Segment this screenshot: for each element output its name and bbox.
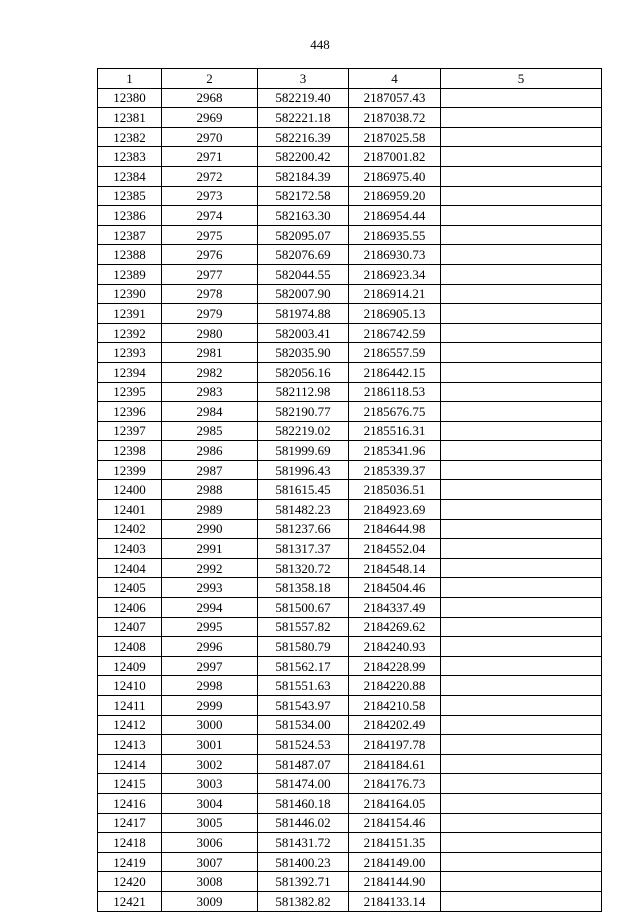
table-cell: 2186959.20 <box>349 186 441 206</box>
column-header: 5 <box>441 69 602 89</box>
table-row <box>98 480 602 500</box>
table-row <box>98 166 602 186</box>
table-cell: 12417 <box>98 813 162 833</box>
table-row <box>98 225 602 245</box>
table-cell: 12400 <box>98 480 162 500</box>
table-cell: 581460.18 <box>258 793 349 813</box>
table-cell <box>441 166 602 186</box>
table-cell: 2992 <box>162 558 258 578</box>
table-cell: 2184210.58 <box>349 696 441 716</box>
table-cell <box>441 500 602 520</box>
table-cell <box>441 833 602 853</box>
table-cell <box>441 186 602 206</box>
table-cell: 12415 <box>98 774 162 794</box>
table-cell: 581400.23 <box>258 852 349 872</box>
table-cell: 2995 <box>162 617 258 637</box>
table-cell: 2184184.61 <box>349 754 441 774</box>
table-cell <box>441 793 602 813</box>
table-cell: 581562.17 <box>258 656 349 676</box>
table-cell: 581543.97 <box>258 696 349 716</box>
table-cell: 2184197.78 <box>349 735 441 755</box>
table-row <box>98 323 602 343</box>
table-cell: 2185036.51 <box>349 480 441 500</box>
table-cell: 582216.39 <box>258 127 349 147</box>
table-cell <box>441 225 602 245</box>
table-cell: 582076.69 <box>258 245 349 265</box>
table-cell: 2984 <box>162 402 258 422</box>
table-row <box>98 872 602 892</box>
table-cell: 581474.00 <box>258 774 349 794</box>
table-cell: 12401 <box>98 500 162 520</box>
table-cell: 2975 <box>162 225 258 245</box>
table-cell <box>441 323 602 343</box>
table-cell: 12421 <box>98 891 162 911</box>
table-row <box>98 460 602 480</box>
table-cell: 12402 <box>98 519 162 539</box>
table-cell: 2186118.53 <box>349 382 441 402</box>
table-cell: 581500.67 <box>258 598 349 618</box>
table-row <box>98 891 602 911</box>
table-cell: 581996.43 <box>258 460 349 480</box>
table-row <box>98 421 602 441</box>
table-cell: 12390 <box>98 284 162 304</box>
table-cell <box>441 480 602 500</box>
table-row <box>98 245 602 265</box>
table-cell: 2186923.34 <box>349 264 441 284</box>
table-cell: 2187057.43 <box>349 88 441 108</box>
table-cell: 3004 <box>162 793 258 813</box>
table-cell: 12404 <box>98 558 162 578</box>
table-cell: 12413 <box>98 735 162 755</box>
table-cell: 2184552.04 <box>349 539 441 559</box>
table-cell: 582219.02 <box>258 421 349 441</box>
table-cell: 582190.77 <box>258 402 349 422</box>
table-cell <box>441 774 602 794</box>
table-cell: 2996 <box>162 637 258 657</box>
table-cell: 2972 <box>162 166 258 186</box>
table-cell: 2187025.58 <box>349 127 441 147</box>
table-cell <box>441 382 602 402</box>
table-cell: 3002 <box>162 754 258 774</box>
table-cell: 2971 <box>162 147 258 167</box>
table-row <box>98 676 602 696</box>
table-cell <box>441 284 602 304</box>
table-cell <box>441 460 602 480</box>
table-cell: 2988 <box>162 480 258 500</box>
table-cell: 12387 <box>98 225 162 245</box>
table-cell: 2186954.44 <box>349 206 441 226</box>
table-cell: 581999.69 <box>258 441 349 461</box>
table-cell <box>441 656 602 676</box>
table-row <box>98 793 602 813</box>
table-row <box>98 598 602 618</box>
table-cell: 2184176.73 <box>349 774 441 794</box>
table-cell: 3005 <box>162 813 258 833</box>
table-cell <box>441 206 602 226</box>
table-cell <box>441 735 602 755</box>
table-cell <box>441 402 602 422</box>
table-row <box>98 852 602 872</box>
table-row <box>98 637 602 657</box>
table-cell: 2991 <box>162 539 258 559</box>
table-cell <box>441 147 602 167</box>
table-cell: 582184.39 <box>258 166 349 186</box>
table-cell: 582095.07 <box>258 225 349 245</box>
table-cell <box>441 715 602 735</box>
table-cell: 12420 <box>98 872 162 892</box>
table-cell: 2184504.46 <box>349 578 441 598</box>
table-cell: 12409 <box>98 656 162 676</box>
table-cell <box>441 637 602 657</box>
table-cell: 12391 <box>98 304 162 324</box>
table-cell: 582172.58 <box>258 186 349 206</box>
table-cell: 2184228.99 <box>349 656 441 676</box>
table-cell: 12412 <box>98 715 162 735</box>
table-cell: 12418 <box>98 833 162 853</box>
table-cell: 2184144.90 <box>349 872 441 892</box>
table-row <box>98 284 602 304</box>
table-row <box>98 774 602 794</box>
table-cell: 12408 <box>98 637 162 657</box>
table-cell: 12394 <box>98 362 162 382</box>
table-row <box>98 656 602 676</box>
table-cell: 12403 <box>98 539 162 559</box>
table-row <box>98 735 602 755</box>
table-cell: 581615.45 <box>258 480 349 500</box>
column-header: 1 <box>98 69 162 89</box>
table-cell: 582007.90 <box>258 284 349 304</box>
table-cell: 2184548.14 <box>349 558 441 578</box>
table-cell <box>441 598 602 618</box>
table-cell: 2184220.88 <box>349 676 441 696</box>
table-cell: 2969 <box>162 108 258 128</box>
table-row <box>98 382 602 402</box>
table-cell: 2979 <box>162 304 258 324</box>
table-cell: 12419 <box>98 852 162 872</box>
table-cell: 582200.42 <box>258 147 349 167</box>
table-cell <box>441 362 602 382</box>
table-cell: 581382.82 <box>258 891 349 911</box>
table-cell: 2184337.49 <box>349 598 441 618</box>
table-row <box>98 88 602 108</box>
table-cell: 2184154.46 <box>349 813 441 833</box>
table-cell: 3003 <box>162 774 258 794</box>
table-cell: 2184202.49 <box>349 715 441 735</box>
table-cell: 12385 <box>98 186 162 206</box>
table-cell: 2997 <box>162 656 258 676</box>
table-cell: 2186914.21 <box>349 284 441 304</box>
table-row <box>98 833 602 853</box>
table-cell <box>441 304 602 324</box>
table-cell: 582003.41 <box>258 323 349 343</box>
table-row <box>98 617 602 637</box>
table-cell: 2976 <box>162 245 258 265</box>
table-cell <box>441 127 602 147</box>
table-row <box>98 578 602 598</box>
table-cell <box>441 696 602 716</box>
table-cell: 2978 <box>162 284 258 304</box>
table-cell: 2974 <box>162 206 258 226</box>
table-cell: 12397 <box>98 421 162 441</box>
table-cell <box>441 578 602 598</box>
table-row <box>98 108 602 128</box>
table-cell: 12405 <box>98 578 162 598</box>
table-cell: 2184269.62 <box>349 617 441 637</box>
page-number: 448 <box>310 37 330 52</box>
column-header: 4 <box>349 69 441 89</box>
table-cell: 2990 <box>162 519 258 539</box>
table-cell: 582163.30 <box>258 206 349 226</box>
table-header-row <box>98 69 602 89</box>
table-cell: 12406 <box>98 598 162 618</box>
table-cell: 12407 <box>98 617 162 637</box>
table-cell <box>441 343 602 363</box>
table-cell: 2186742.59 <box>349 323 441 343</box>
table-cell: 2187038.72 <box>349 108 441 128</box>
table-cell: 582056.16 <box>258 362 349 382</box>
table-cell: 581974.88 <box>258 304 349 324</box>
table-cell: 12382 <box>98 127 162 147</box>
table-cell <box>441 421 602 441</box>
table-cell: 3000 <box>162 715 258 735</box>
table-row <box>98 206 602 226</box>
table-cell: 581237.66 <box>258 519 349 539</box>
table-cell: 2977 <box>162 264 258 284</box>
table-cell: 2981 <box>162 343 258 363</box>
table-cell <box>441 264 602 284</box>
table-cell: 12384 <box>98 166 162 186</box>
table-cell: 3007 <box>162 852 258 872</box>
table-cell: 12399 <box>98 460 162 480</box>
table-cell: 12392 <box>98 323 162 343</box>
table-row <box>98 362 602 382</box>
table-cell: 581392.71 <box>258 872 349 892</box>
table-cell: 581557.82 <box>258 617 349 637</box>
table-row <box>98 264 602 284</box>
table-cell <box>441 872 602 892</box>
table-cell: 2186442.15 <box>349 362 441 382</box>
table-row <box>98 539 602 559</box>
table-cell <box>441 441 602 461</box>
table-row <box>98 715 602 735</box>
table-cell <box>441 891 602 911</box>
table-cell: 3008 <box>162 872 258 892</box>
table-cell: 2999 <box>162 696 258 716</box>
table-cell <box>441 108 602 128</box>
table-body <box>98 88 602 911</box>
table-cell <box>441 88 602 108</box>
table-cell: 581524.53 <box>258 735 349 755</box>
table-cell: 2994 <box>162 598 258 618</box>
table-cell <box>441 245 602 265</box>
table-cell: 582035.90 <box>258 343 349 363</box>
table-cell: 2184164.05 <box>349 793 441 813</box>
table-cell: 2985 <box>162 421 258 441</box>
table-cell: 581534.00 <box>258 715 349 735</box>
table-row <box>98 441 602 461</box>
table-cell: 2184151.35 <box>349 833 441 853</box>
table-cell <box>441 754 602 774</box>
table-row <box>98 696 602 716</box>
table-cell <box>441 813 602 833</box>
table-row <box>98 402 602 422</box>
table-cell: 581317.37 <box>258 539 349 559</box>
table-cell: 12411 <box>98 696 162 716</box>
table-row <box>98 754 602 774</box>
coordinates-table <box>97 68 602 912</box>
table-cell: 12393 <box>98 343 162 363</box>
table-cell: 2186557.59 <box>349 343 441 363</box>
table-row <box>98 186 602 206</box>
table-cell: 12410 <box>98 676 162 696</box>
table-cell: 12381 <box>98 108 162 128</box>
table-cell: 12395 <box>98 382 162 402</box>
table-cell: 2986 <box>162 441 258 461</box>
table-cell: 582219.40 <box>258 88 349 108</box>
table-cell <box>441 676 602 696</box>
table-cell: 2980 <box>162 323 258 343</box>
table-cell: 12396 <box>98 402 162 422</box>
table-cell: 582112.98 <box>258 382 349 402</box>
table-cell: 581320.72 <box>258 558 349 578</box>
table-cell: 2186975.40 <box>349 166 441 186</box>
table-cell: 2185676.75 <box>349 402 441 422</box>
table-cell <box>441 519 602 539</box>
table-cell: 2186930.73 <box>349 245 441 265</box>
table-cell: 2968 <box>162 88 258 108</box>
table-cell: 2982 <box>162 362 258 382</box>
table-row <box>98 343 602 363</box>
table-cell: 581487.07 <box>258 754 349 774</box>
table-cell: 582221.18 <box>258 108 349 128</box>
table-row <box>98 558 602 578</box>
table-cell: 2989 <box>162 500 258 520</box>
table-row <box>98 147 602 167</box>
table-cell: 12386 <box>98 206 162 226</box>
table-cell: 581358.18 <box>258 578 349 598</box>
table-cell: 2186935.55 <box>349 225 441 245</box>
table-cell: 12389 <box>98 264 162 284</box>
table-cell <box>441 539 602 559</box>
table-cell: 3009 <box>162 891 258 911</box>
table-cell: 2970 <box>162 127 258 147</box>
table-cell: 2184923.69 <box>349 500 441 520</box>
table-cell: 2184133.14 <box>349 891 441 911</box>
table-cell: 2184149.00 <box>349 852 441 872</box>
table-cell: 12398 <box>98 441 162 461</box>
table-cell: 2993 <box>162 578 258 598</box>
table-cell: 2987 <box>162 460 258 480</box>
table-row <box>98 304 602 324</box>
table-cell: 2185339.37 <box>349 460 441 480</box>
table-row <box>98 813 602 833</box>
table-cell: 3001 <box>162 735 258 755</box>
table-row <box>98 519 602 539</box>
table-cell: 12414 <box>98 754 162 774</box>
table-cell: 2184240.93 <box>349 637 441 657</box>
table-cell: 12416 <box>98 793 162 813</box>
table-row <box>98 500 602 520</box>
table-cell: 582044.55 <box>258 264 349 284</box>
table-cell: 2185341.96 <box>349 441 441 461</box>
column-header: 2 <box>162 69 258 89</box>
table-cell: 581580.79 <box>258 637 349 657</box>
table-cell: 2187001.82 <box>349 147 441 167</box>
table-cell: 12388 <box>98 245 162 265</box>
table-cell: 2983 <box>162 382 258 402</box>
table-cell: 2998 <box>162 676 258 696</box>
column-header: 3 <box>258 69 349 89</box>
table-cell: 581482.23 <box>258 500 349 520</box>
table-cell <box>441 852 602 872</box>
table-cell: 581446.02 <box>258 813 349 833</box>
table-row <box>98 127 602 147</box>
table-cell: 12380 <box>98 88 162 108</box>
table-cell: 2973 <box>162 186 258 206</box>
table-cell <box>441 617 602 637</box>
table-cell: 2186905.13 <box>349 304 441 324</box>
table-cell: 2185516.31 <box>349 421 441 441</box>
table-cell: 3006 <box>162 833 258 853</box>
table-cell: 581551.63 <box>258 676 349 696</box>
table-cell: 12383 <box>98 147 162 167</box>
table-cell <box>441 558 602 578</box>
table-cell: 2184644.98 <box>349 519 441 539</box>
table-cell: 581431.72 <box>258 833 349 853</box>
